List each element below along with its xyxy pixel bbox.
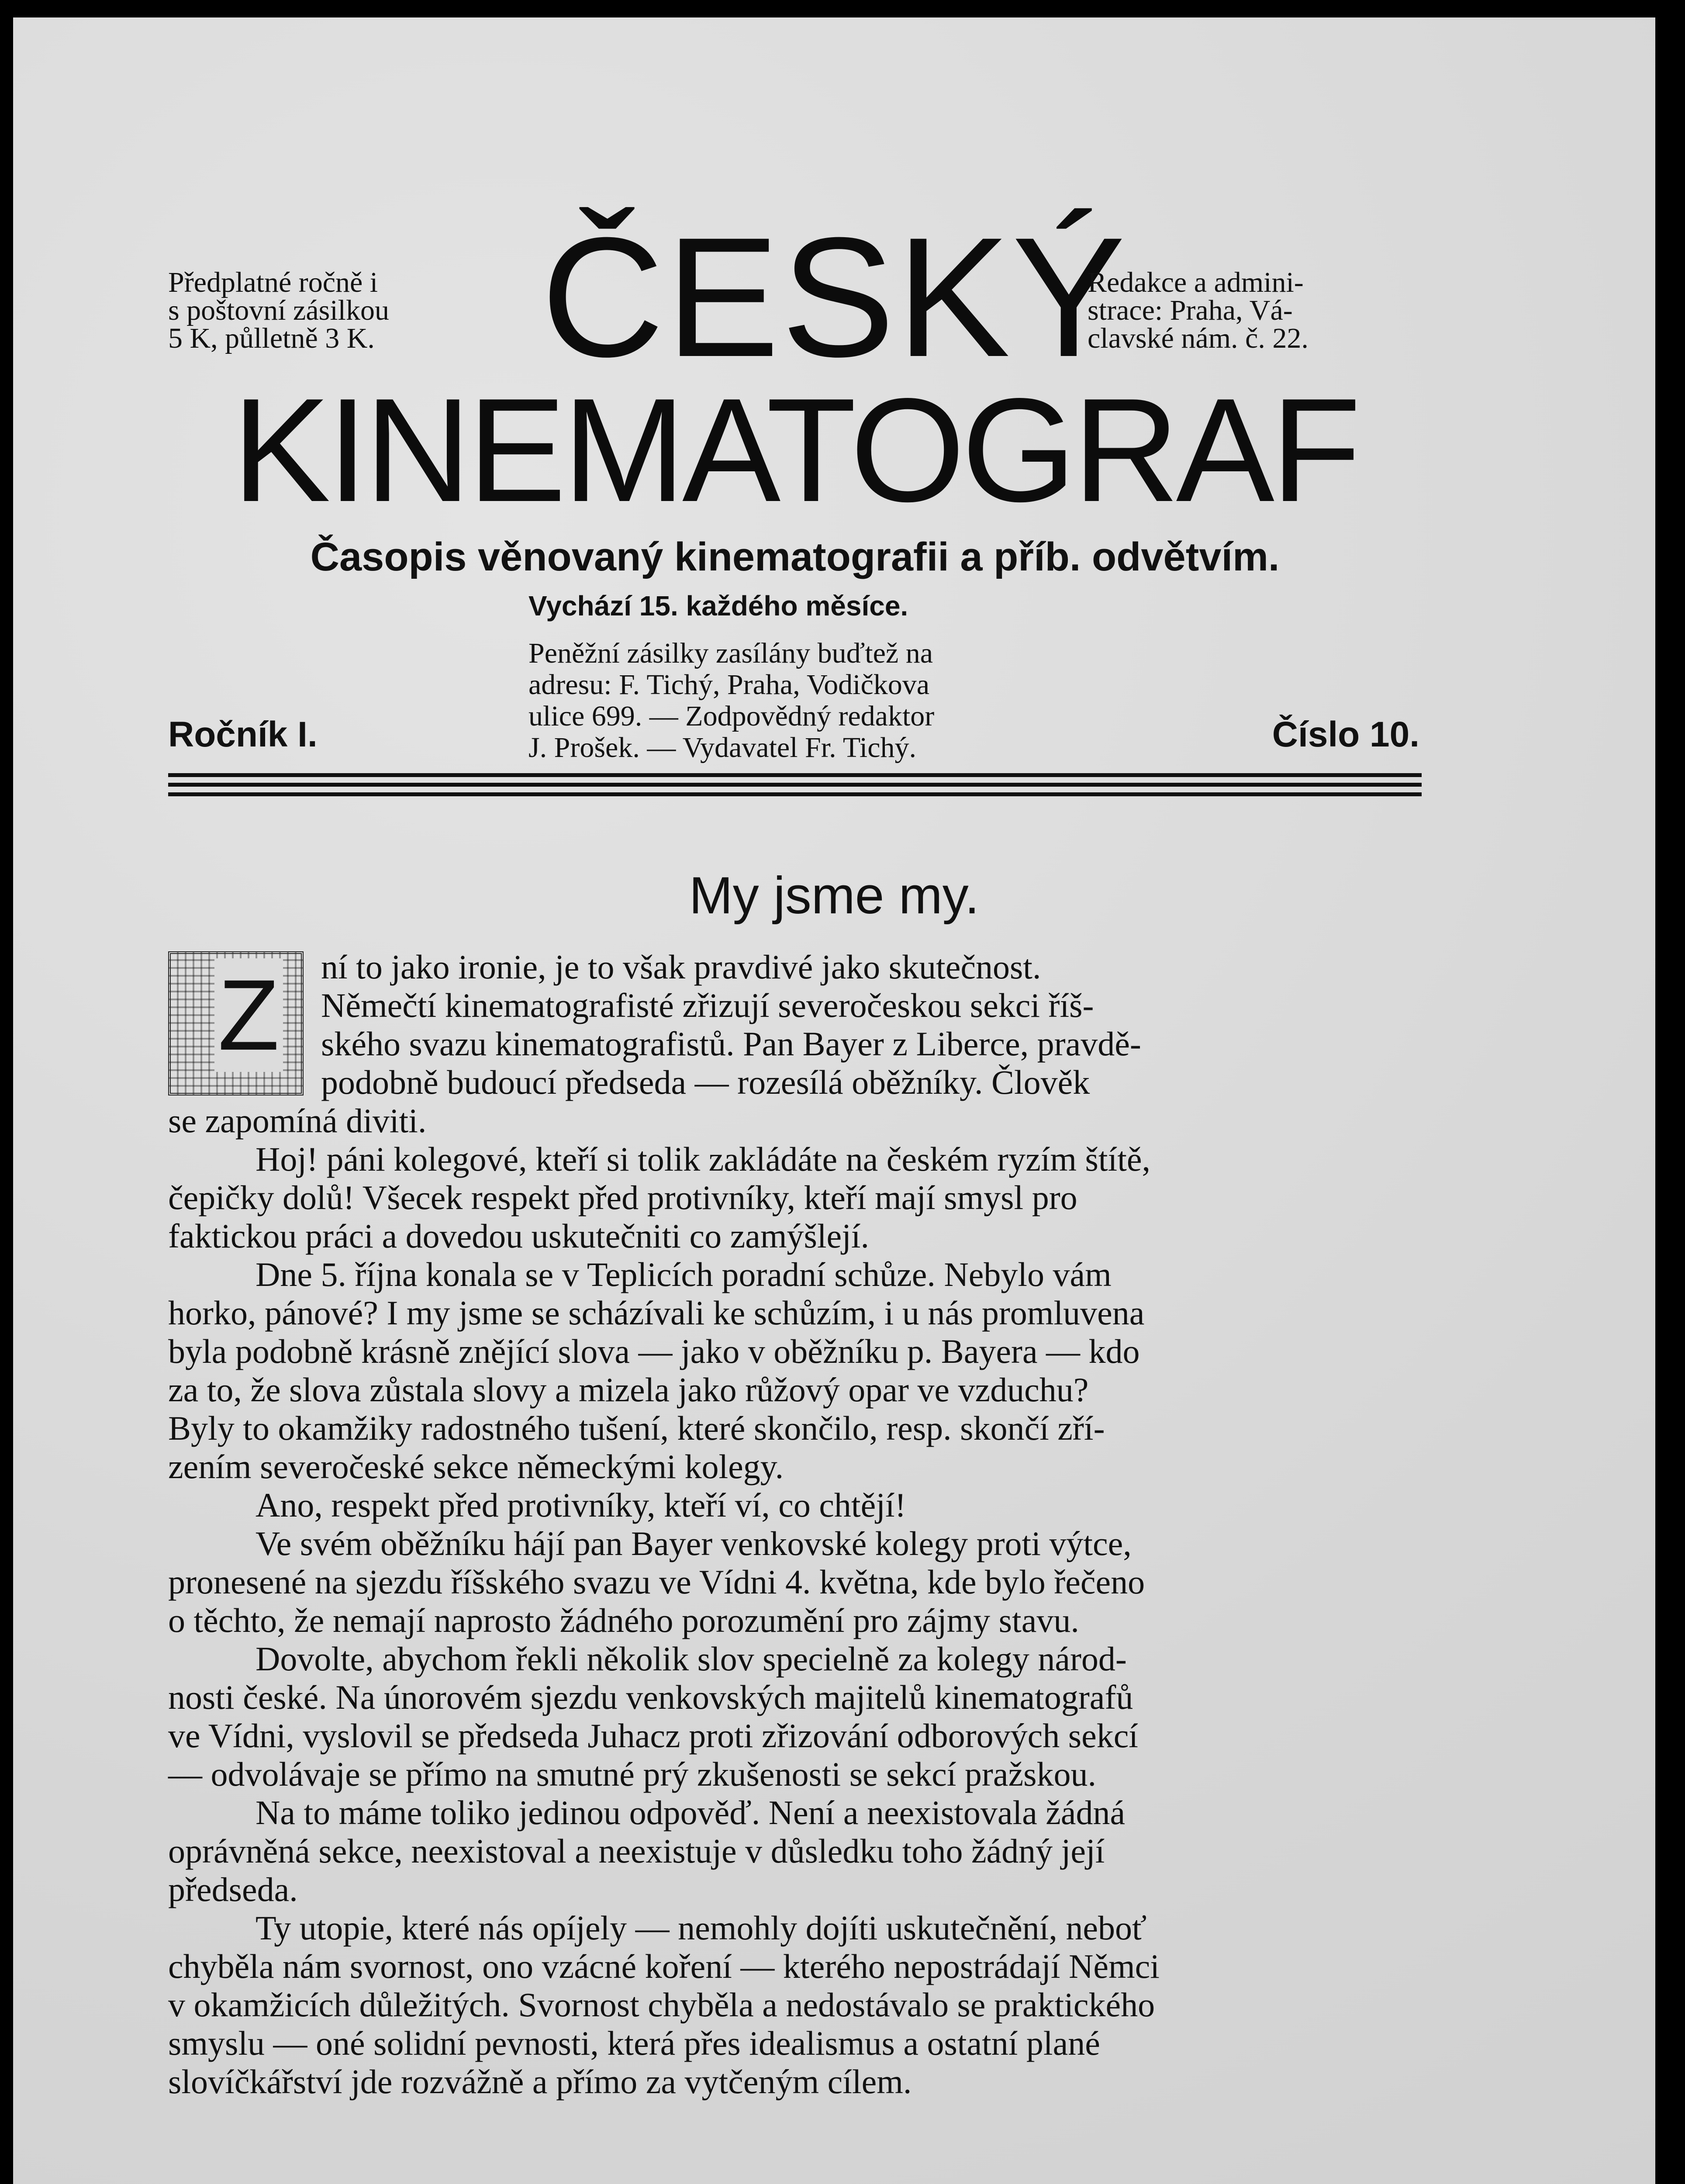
imprint-line: ulice 699. — Zodpovědný redaktor <box>528 700 935 732</box>
article-line: slovíčkářství jde rozvážně a přímo za vytčeným cílem. <box>168 2063 912 2101</box>
article-line: předseda. <box>168 1870 298 1908</box>
article-line: o těchto, že nemají naprosto žádného porozumění pro zájmy stavu. <box>168 1601 1079 1639</box>
subscription-line: Předplatné ročně i <box>168 266 378 298</box>
editorial-office-info <box>1088 266 1419 354</box>
volume-label: Ročník I. <box>168 715 318 754</box>
article-line: Ano, respekt před protivníky, kteří ví, co chtějí! <box>256 1486 906 1524</box>
subscription-line: s poštovní zásilkou <box>168 294 389 326</box>
article-line: za to, že slova zůstala slovy a mizela jako růžový opar ve vzduchu? <box>168 1371 1089 1409</box>
header-rule <box>168 783 1422 787</box>
header-rule <box>168 773 1422 777</box>
article-line: Němečtí kinematografisté zřizují severočeskou sekci říš- <box>321 986 1094 1024</box>
article-title: My jsme my. <box>689 866 980 925</box>
masthead-title-line2: KINEMATOGRAF <box>232 367 1358 532</box>
article-line: zením severočeské sekce německými kolegy. <box>168 1448 784 1486</box>
article-line: čepičky dolů! Všecek respekt před protivníky, kteří mají smysl pro <box>168 1178 1077 1216</box>
article-line: ní to jako ironie, je to však pravdivé jako skutečnost. <box>321 948 1041 986</box>
article-line: faktickou práci a dovedou uskutečniti co zamýšlejí. <box>168 1217 869 1255</box>
article-line: se zapomíná diviti. <box>168 1102 427 1140</box>
article-line: byla podobně krásně znějící slova — jako v oběžníku p. Bayera — kdo <box>168 1332 1140 1370</box>
editorial-line: clavské nám. č. 22. <box>1088 322 1309 354</box>
article-line: Byly to okamžiky radostného tušení, které skončilo, resp. skončí zří- <box>168 1409 1105 1447</box>
article-line: Ve svém oběžníku hájí pan Bayer venkovské kolegy proti výtce, <box>256 1524 1132 1562</box>
article-line: ve Vídni, vyslovil se předseda Juhacz proti zřizování odborových sekcí <box>168 1717 1138 1755</box>
article-body <box>168 948 1422 2101</box>
article-line: horko, pánové? I my jsme se scházívali ke schůzím, i u nás promluvena <box>168 1294 1145 1332</box>
imprint-line: Peněžní zásilky zasílány buďtež na <box>528 637 933 669</box>
editorial-line: Redakce a admini- <box>1088 266 1304 298</box>
header-rule <box>168 792 1422 796</box>
article-line: nosti české. Na únorovém sjezdu venkovských majitelů kinematografů <box>168 1678 1133 1716</box>
masthead-subtitle: Časopis věnovaný kinematografii a příb. odvětvím. <box>310 535 1280 579</box>
article-line: smyslu — oné solidní pevnosti, která přes idealismus a ostatní plané <box>168 2024 1100 2062</box>
article-line: Ty utopie, které nás opíjely — nemohly dojíti uskutečnění, neboť <box>256 1909 1147 1947</box>
issue-number: Číslo 10. <box>1272 715 1419 754</box>
article-line: v okamžicích důležitých. Svornost chyběla a nedostávalo se praktického <box>168 1986 1155 2024</box>
drop-cap-letter: Z <box>214 958 283 1072</box>
subscription-line: 5 K, půlletně 3 K. <box>168 322 375 354</box>
article-line: podobně budoucí předseda — rozesílá oběžníky. Člověk <box>321 1063 1090 1101</box>
dropcap-paragraph <box>168 948 1422 1102</box>
article-line: Hoj! páni kolegové, kteří si tolik zakládáte na českém ryzím štítě, <box>256 1140 1151 1178</box>
imprint <box>528 638 1053 764</box>
article-line: chyběla nám svornost, ono vzácné koření — kterého nepostrádají Němci <box>168 1947 1160 1985</box>
article-line: Dne 5. října konala se v Teplicích poradní schůze. Nebylo vám <box>256 1255 1112 1293</box>
issue-schedule: Vychází 15. každého měsíce. <box>528 590 908 622</box>
article-line: pronesené na sjezdu říšského svazu ve Vídni 4. května, kde bylo řečeno <box>168 1563 1145 1601</box>
article-line: — odvolávaje se přímo na smutné prý zkušenosti se sekcí pražskou. <box>168 1755 1097 1793</box>
imprint-line: J. Prošek. — Vydavatel Fr. Tichý. <box>528 732 917 764</box>
article-line: Dovolte, abychom řekli několik slov specielně za kolegy národ- <box>256 1640 1127 1678</box>
editorial-line: strace: Praha, Vá- <box>1088 294 1293 326</box>
article-line: Na to máme toliko jedinou odpověď. Není a neexistovala žádná <box>256 1794 1126 1832</box>
masthead-title-line1: ČESKÝ <box>541 202 1128 392</box>
article-line: oprávněná sekce, neexistoval a neexistuje v důsledku toho žádný její <box>168 1832 1105 1870</box>
imprint-line: adresu: F. Tichý, Praha, Vodičkova <box>528 669 930 701</box>
drop-cap-ornament <box>168 951 304 1095</box>
article-line: ského svazu kinematografistů. Pan Bayer z Liberce, pravdě- <box>321 1025 1141 1063</box>
newspaper-page <box>13 17 1655 2184</box>
